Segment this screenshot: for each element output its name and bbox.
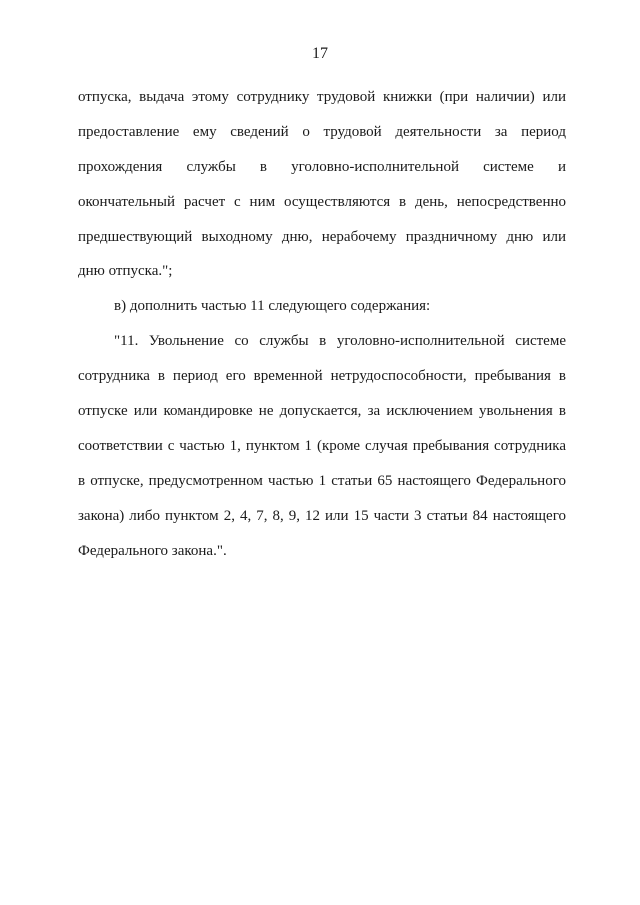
text-line: окончательный расчет с ним осуществляются в день, непосредственно xyxy=(78,193,566,210)
text-line: предоставление ему сведений о трудовой деятельности за период xyxy=(78,123,566,140)
text-line: отпуске или командировке не допускается, за исключением увольнения в xyxy=(78,403,566,420)
page-number: 17 xyxy=(312,45,328,62)
text-line: предшествующий выходному дню, нерабочему праздничному дню или xyxy=(78,228,566,245)
text-line: прохождения службы в уголовно-исполнительной системе и xyxy=(78,158,566,175)
text-line: в отпуске, предусмотренном частью 1 статьи 65 настоящего Федерального xyxy=(78,472,566,489)
amendment-item-v: в) дополнить частью 11 следующего содержания: xyxy=(114,298,431,315)
text-line: закона) либо пунктом 2, 4, 7, 8, 9, 12 или 15 части 3 статьи 84 настоящего xyxy=(78,507,566,524)
document-body xyxy=(78,80,566,568)
text-line: сотрудника в период его временной нетрудоспособности, пребывания в xyxy=(78,368,566,385)
text-line: Федерального закона.". xyxy=(78,542,227,559)
text-line: "11. Увольнение со службы в уголовно-исполнительной системе xyxy=(114,333,566,350)
text-line: соответствии с частью 1, пунктом 1 (кроме случая пребывания сотрудника xyxy=(78,437,566,454)
text-line: отпуска, выдача этому сотруднику трудовой книжки (при наличии) или xyxy=(78,89,566,105)
text-line: дню отпуска."; xyxy=(78,263,173,280)
